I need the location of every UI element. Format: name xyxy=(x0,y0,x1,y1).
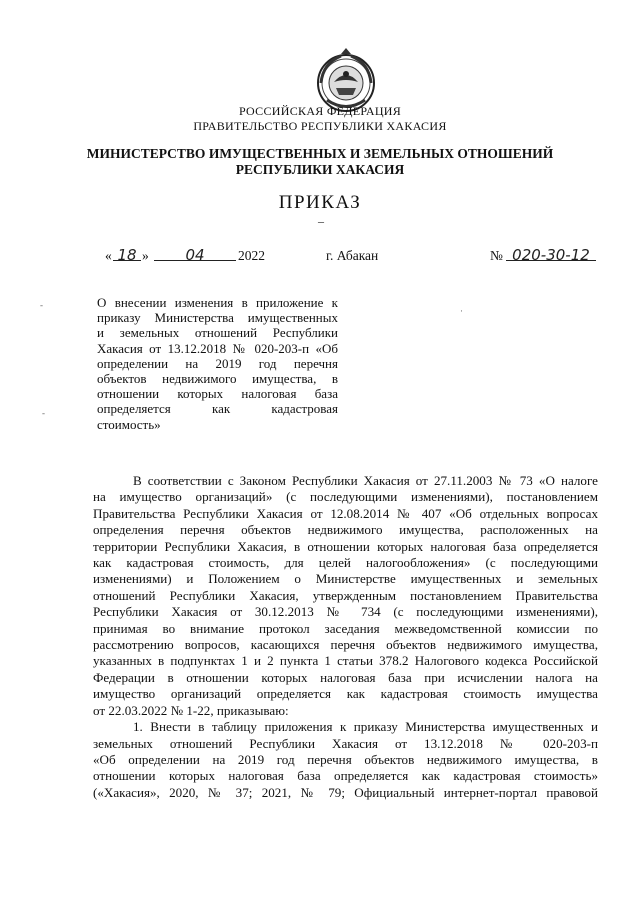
body-line: («Хакасия», 2020, № 37; 2021, № 79; Официальный интернет-портал правовой xyxy=(93,784,598,800)
body-line: определения перечня объектов недвижимого имущества, расположенных на xyxy=(93,522,598,538)
document-type-title: ПРИКАЗ xyxy=(278,192,362,213)
body-line: земельных отношений Республики Хакасия от 13.12.2018 № 020-203-п xyxy=(93,735,598,751)
subject-line: Хакасия от 13.12.2018 № 020-203-п «Об xyxy=(97,340,338,356)
body-line: имущество организаций определяется как кадастровая стоимость имущества xyxy=(93,686,598,702)
body-line: рассмотрению вопросов, касающихся перечня объектов недвижимого имущества, xyxy=(93,637,598,653)
order-subject xyxy=(97,295,338,432)
body-line: как кадастровая стоимость, для целей налогообложения» (с последующими xyxy=(93,555,598,571)
order-number-handwritten: 020-30-12 xyxy=(506,246,596,261)
subject-line: приказу Министерства имущественных xyxy=(97,310,338,326)
date-year: 2022 xyxy=(238,248,265,263)
scan-mark: - xyxy=(42,408,45,418)
body-line: Правительства Республики Хакасия от 12.08.2014 № 407 «Об отдельных вопросах xyxy=(93,505,598,521)
body-line: отношений Республики Хакасия, утвержденным постановлением Правительства xyxy=(93,587,598,603)
body-line: 1. Внести в таблицу приложения к приказу Министерства имущественных и xyxy=(133,719,598,735)
body-line: Республики Хакасия от 30.12.2013 № 734 (с последующими изменениями), xyxy=(93,604,598,620)
body-line: от 22.03.2022 № 1-22, приказываю: xyxy=(93,702,289,718)
subject-line: отношении которых налоговая база xyxy=(97,386,338,402)
government-line: ПРАВИТЕЛЬСТВО РЕСПУБЛИКИ ХАКАСИЯ xyxy=(193,119,447,133)
subject-line: объектов недвижимого имущества, в xyxy=(97,371,338,387)
body-line: указанных в подпунктах 1 и 2 пункта 1 статьи 378.2 Налогового кодекса Российской xyxy=(93,653,598,669)
order-body xyxy=(93,473,598,801)
subject-line: определяется как кадастровая xyxy=(97,401,338,417)
body-line: Федерации в отношении которых налоговая база при исчислении налога на xyxy=(93,669,598,685)
date-month-handwritten: 04 xyxy=(154,246,236,261)
scan-mark: · xyxy=(460,306,463,316)
date-line xyxy=(100,246,620,268)
date-day-handwritten: 18 xyxy=(113,246,141,261)
order-number-prefix: № xyxy=(490,248,503,263)
ministry-title-line1: МИНИСТЕРСТВО ИМУЩЕСТВЕННЫХ И ЗЕМЕЛЬНЫХ ОТНОШЕНИЙ xyxy=(86,146,554,161)
subject-line: О внесении изменения в приложение к xyxy=(97,295,338,310)
body-line: территории Республики Хакасия, в отношении которых налоговая база определяется xyxy=(93,538,598,554)
body-line: отношении которых налоговая база определяется как кадастровая стоимость» xyxy=(93,768,598,784)
header-dash: – xyxy=(318,214,324,228)
subject-line: определении на 2019 год перечня xyxy=(97,355,338,371)
subject-line: и земельных отношений Республики xyxy=(97,325,338,341)
body-line: на имущество организаций» (с последующими изменениями), постановлением xyxy=(93,489,598,505)
ministry-title-line2: РЕСПУБЛИКИ ХАКАСИЯ xyxy=(235,162,405,177)
date-open-quote: « xyxy=(105,248,112,263)
country-line: РОССИЙСКАЯ ФЕДЕРАЦИЯ xyxy=(238,104,402,118)
subject-line: стоимость» xyxy=(97,416,161,432)
body-line: В соответствии с Законом Республики Хакасия от 27.11.2003 № 73 «О налоге xyxy=(133,473,598,488)
date-place: г. Абакан xyxy=(326,248,379,263)
body-line: принимая во внимание протокол заседания межведомственной комиссии по xyxy=(93,620,598,636)
body-line: изменениями) и Положением о Министерстве имущественных и земельных xyxy=(93,571,598,587)
scan-mark: - xyxy=(40,300,43,310)
body-line: «Об определении на 2019 год перечня объектов недвижимого имущества, в xyxy=(93,751,598,767)
date-close-quote: » xyxy=(142,248,149,263)
